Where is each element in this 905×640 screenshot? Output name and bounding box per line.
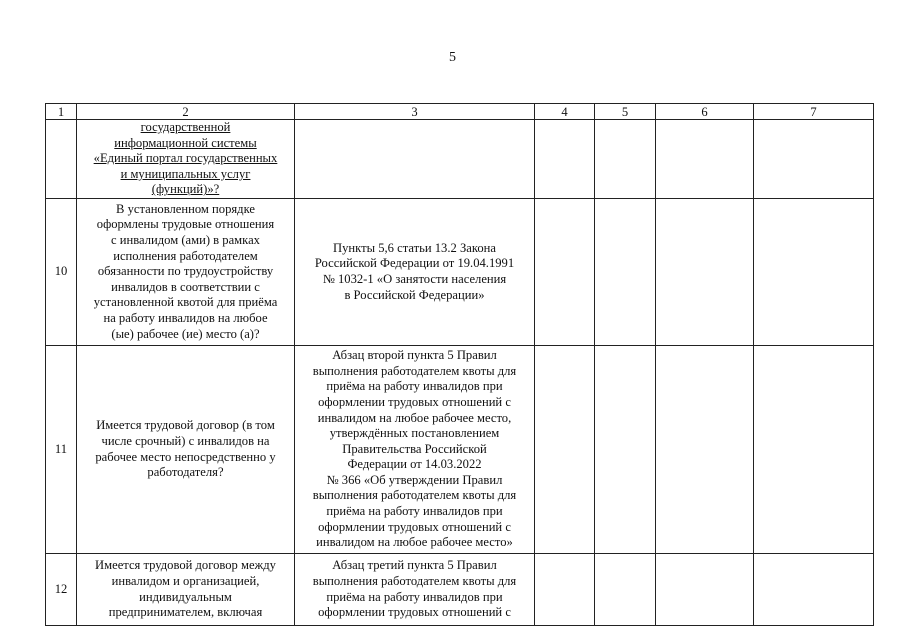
basis-line: оформлении трудовых отношений с [318,394,511,409]
basis-line: выполнения работодателем квоты для [312,488,517,503]
table-row [46,120,874,199]
question-line: (функций)»? [151,182,220,197]
empty-cell [595,199,656,346]
basis-line: в Российской Федерации» [344,287,485,302]
basis-line: Правительства Российской [342,441,487,456]
question-line: предпринимателем, включая [108,605,263,620]
basis-line: оформлении трудовых отношений с [318,605,511,620]
empty-cell [535,554,595,626]
table-row [46,554,874,626]
question-line: исполнения работодателем [113,248,258,263]
empty-cell [754,346,874,554]
empty-cell [595,346,656,554]
empty-cell [595,554,656,626]
empty-cell [656,120,754,199]
empty-cell [656,199,754,346]
question-cell [77,120,295,199]
question-line: с инвалидом (ами) в рамках [111,233,260,248]
basis-line: № 1032-1 «О занятости населения [322,272,507,286]
basis-line: Федерации от 14.03.2022 [347,457,482,472]
question-line: рабочее место непосредственно у [95,449,276,464]
basis-line: оформлении трудовых отношений с [318,519,511,534]
question-line: государственной [140,120,231,135]
header-col-4: 4 [535,104,595,120]
basis-line: Пункты 5,6 статьи 13.2 Закона [333,240,496,255]
row-number: 12 [46,554,77,626]
basis-line: Абзац третий пункта 5 Правил [332,558,497,573]
table-header-row [46,104,874,120]
question-cell [77,346,295,554]
question-line: В установленном порядке [116,201,255,216]
basis-line: инвалидом на любое рабочее место» [316,535,513,550]
inspection-checklist-table [45,103,874,626]
empty-cell [754,199,874,346]
question-line: информационной системы [114,135,257,150]
empty-cell [656,554,754,626]
question-line: Имеется трудовой договор (в том [96,418,275,433]
question-line: числе срочный) с инвалидов на [101,433,270,448]
question-line: «Единый портал государственных [93,151,278,166]
basis-line: инвалидом на любое рабочее место, [317,410,512,425]
basis-line: выполнения работодателем квоты для [312,363,517,378]
question-line: и муниципальных услуг [120,166,251,181]
table-row [46,199,874,346]
question-line: Имеется трудовой договор между [95,558,276,573]
row-number: 10 [46,199,77,346]
question-line: на работу инвалидов на любое [103,310,268,325]
header-col-5: 5 [595,104,656,120]
legal-basis-cell [295,120,535,199]
row-number [46,120,77,199]
question-line: обязанности по трудоустройству [97,264,274,279]
empty-cell [656,346,754,554]
header-col-1: 1 [46,104,77,120]
empty-cell [535,199,595,346]
question-line: (ые) рабочее (ие) место (а)? [111,326,260,341]
empty-cell [535,346,595,554]
basis-line: № 366 «Об утверждении Правил [326,472,503,487]
page-number: 5 [449,50,456,65]
legal-basis-cell [295,346,535,554]
basis-line: Российской Федерации от 19.04.1991 [314,256,515,271]
basis-line: Абзац второй пункта 5 Правил [332,348,497,363]
empty-cell [754,554,874,626]
question-line: инвалидов в соответствии с [111,279,260,294]
table-row [46,346,874,554]
header-col-2: 2 [77,104,295,120]
row-number: 11 [46,346,77,554]
basis-line: приёма на работу инвалидов при [326,504,503,519]
question-line: установленной квотой для приёма [93,295,278,310]
basis-line: приёма на работу инвалидов при [326,589,503,604]
question-line: инвалидом и организацией, [111,573,260,588]
question-cell [77,199,295,346]
basis-line: выполнения работодателем квоты для [312,573,517,588]
basis-line: приёма на работу инвалидов при [326,379,503,394]
header-col-3: 3 [295,104,535,120]
question-line: оформлены трудовые отношения [96,217,275,232]
legal-basis-cell [295,199,535,346]
question-cell [77,554,295,626]
empty-cell [754,120,874,199]
empty-cell [535,120,595,199]
empty-cell [595,120,656,199]
question-line: работодателя? [147,465,224,480]
header-col-6: 6 [656,104,754,120]
legal-basis-cell [295,554,535,626]
header-col-7: 7 [754,104,874,120]
basis-line: утверждённых постановлением [329,426,500,441]
question-line: индивидуальным [139,589,232,604]
